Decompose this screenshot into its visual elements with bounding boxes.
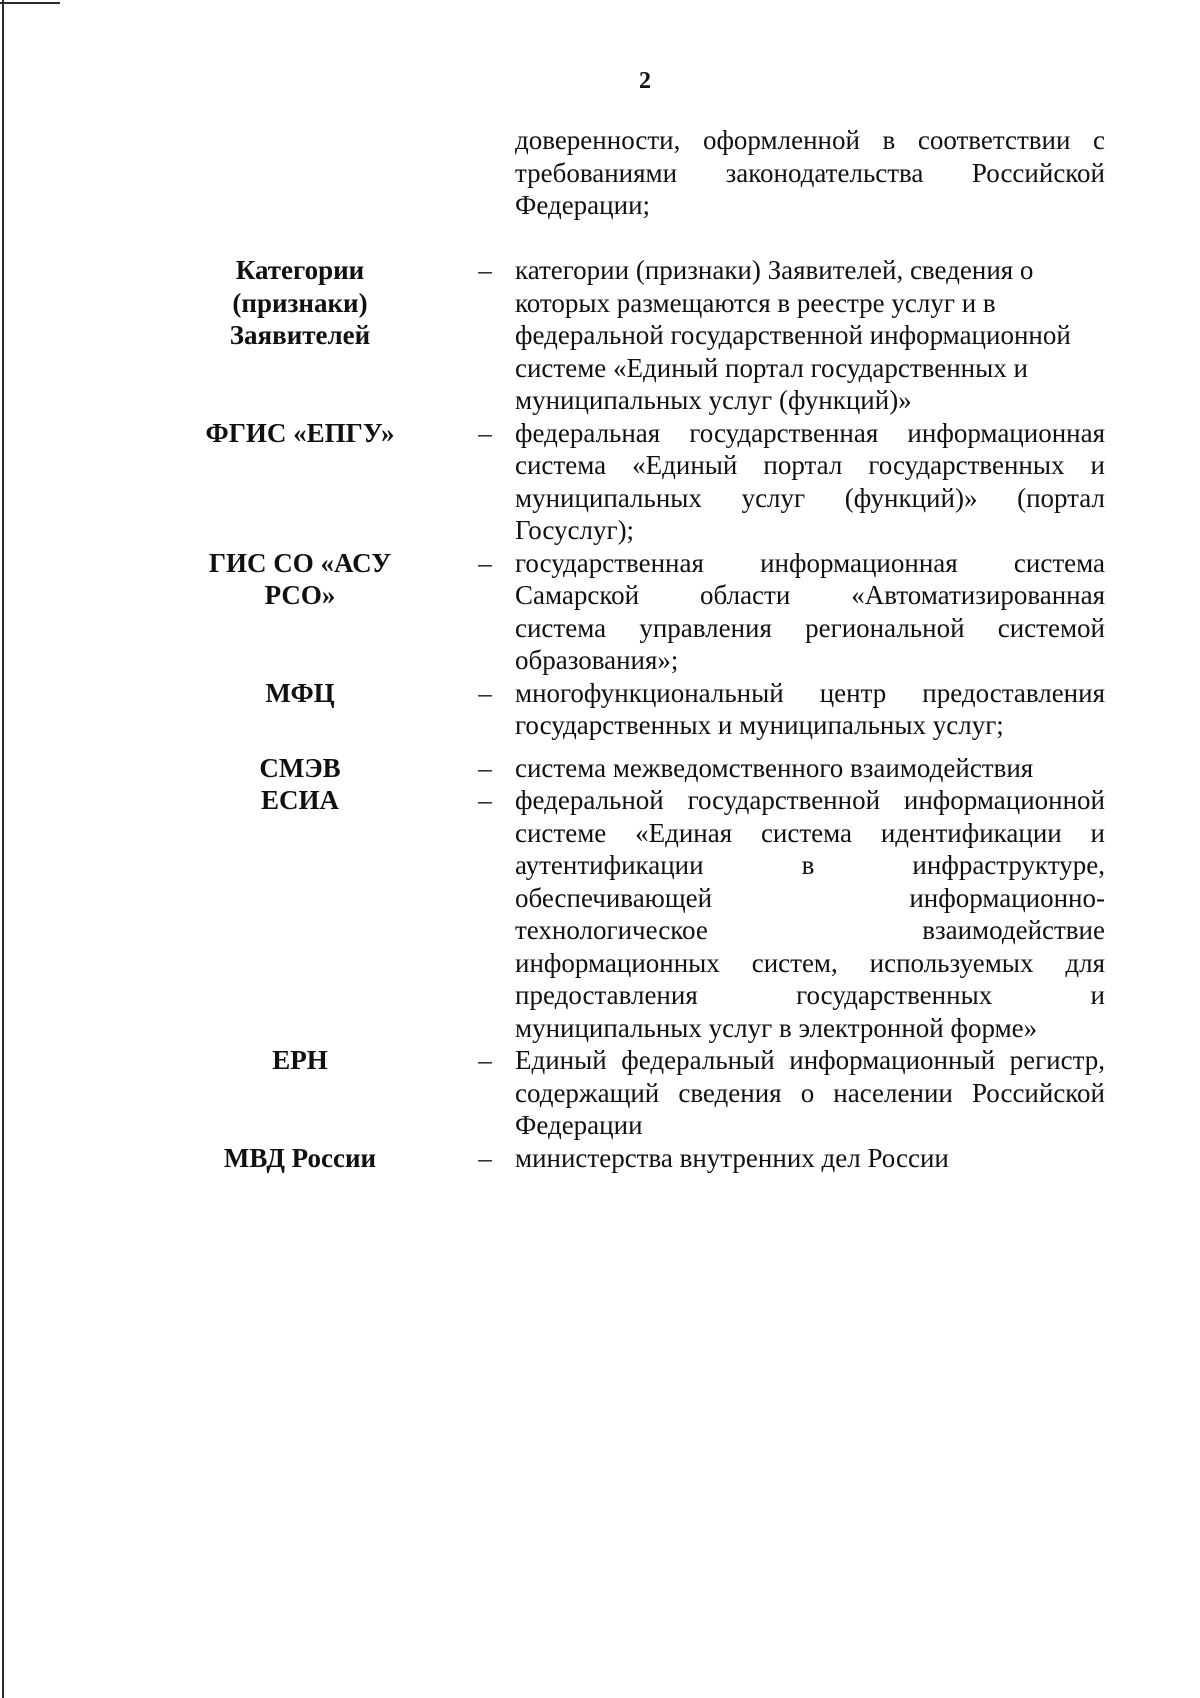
definition-line: система управления региональной системой — [515, 612, 1105, 643]
dash-separator: – — [478, 785, 492, 815]
dash-separator: – — [478, 677, 492, 708]
glossary-definition — [515, 254, 1105, 417]
glossary-term — [150, 1142, 450, 1175]
page-number: 2 — [639, 68, 651, 94]
definition-line: информационных систем, используемых для — [515, 947, 1105, 978]
glossary-list — [0, 254, 1200, 1174]
term-line: ЕРН — [272, 1045, 328, 1075]
glossary-definition — [515, 784, 1105, 1044]
definition-line: содержащий сведения о населении Российской — [515, 1077, 1105, 1108]
glossary-definition — [515, 752, 1105, 785]
definition-line: министерства внутренних дел России — [515, 1142, 949, 1173]
glossary-term — [150, 677, 450, 710]
definition-line: государственных и муниципальных услуг; — [515, 710, 1004, 740]
dash-separator: – — [478, 547, 492, 578]
definition-line: федеральной государственной информационной — [515, 320, 1071, 350]
definition-line: федеральная государственная информационная — [515, 417, 1105, 448]
glossary-entry — [0, 417, 1200, 547]
glossary-term — [150, 1044, 450, 1077]
glossary-definition — [515, 547, 1105, 677]
definition-line: образования»; — [515, 645, 679, 675]
glossary-term — [150, 417, 450, 450]
definition-line: Единый федеральный информационный регистр, — [515, 1045, 1105, 1075]
glossary-term — [150, 547, 450, 612]
glossary-definition — [515, 1142, 1105, 1175]
glossary-term — [150, 254, 450, 352]
glossary-entry — [0, 1044, 1200, 1142]
glossary-term — [150, 784, 450, 817]
definition-line: технологическое взаимодействие — [515, 915, 1105, 945]
entry-spacer — [0, 742, 1200, 752]
definition-line: Госуслуг); — [515, 515, 635, 545]
term-line: МВД России — [223, 1142, 377, 1173]
intro-line: Федерации; — [515, 190, 651, 220]
definition-line: муниципальных услуг (функций)» — [515, 385, 912, 415]
definition-line: муниципальных услуг в электронной форме» — [515, 1012, 1038, 1043]
term-line: СМЭВ — [259, 752, 341, 783]
term-line: ГИС СО «АСУ — [208, 547, 392, 578]
glossary-definition — [515, 417, 1105, 547]
term-line: ЕСИА — [260, 785, 339, 815]
dash-separator: – — [478, 752, 492, 783]
term-line: Заявителей — [229, 320, 371, 350]
definition-line: категории (признаки) Заявителей, сведения о — [515, 255, 1034, 285]
definition-line: которых размещаются в реестре услуг и в — [515, 287, 996, 318]
term-line: РСО» — [264, 580, 336, 610]
glossary-entry — [0, 784, 1200, 1044]
glossary-entry — [0, 752, 1200, 785]
term-line: ФГИС «ЕПГУ» — [205, 417, 395, 448]
definition-line: федеральной государственной информационной — [515, 785, 1105, 815]
page-corner-mark — [0, 2, 60, 4]
term-line: (признаки) — [232, 287, 368, 318]
definition-line: системе «Единый портал государственных и — [515, 352, 1028, 383]
term-line: МФЦ — [265, 677, 335, 708]
term-line: Категории — [235, 255, 365, 285]
intro-line: доверенности, оформленной в соответствии с — [515, 125, 1105, 155]
glossary-entry — [0, 254, 1200, 417]
glossary-entry — [0, 677, 1200, 742]
definition-line: аутентификации в инфраструктуре, — [515, 850, 1105, 880]
definition-line: система «Единый портал государственных и — [515, 450, 1105, 480]
definition-line: системе «Единая система идентификации и — [515, 817, 1105, 848]
glossary-definition — [515, 1044, 1105, 1142]
intro-paragraph — [515, 124, 1105, 222]
intro-line: требованиями законодательства Российской — [515, 157, 1105, 188]
glossary-entry — [0, 547, 1200, 677]
definition-line: муниципальных услуг (функций)» (портал — [515, 482, 1105, 513]
definition-line: государственная информационная система — [515, 547, 1105, 578]
definition-line: Самарской области «Автоматизированная — [515, 580, 1105, 610]
glossary-entry — [0, 1142, 1200, 1175]
dash-separator: – — [478, 1142, 492, 1173]
definition-line: обеспечивающей информационно- — [515, 882, 1105, 913]
dash-separator: – — [478, 417, 492, 448]
definition-line: предоставления государственных и — [515, 980, 1105, 1010]
glossary-definition — [515, 677, 1105, 742]
dash-separator: – — [478, 1045, 492, 1075]
dash-separator: – — [478, 255, 492, 285]
glossary-term — [150, 752, 450, 785]
definition-line: многофункциональный центр предоставления — [515, 677, 1105, 708]
definition-line: Федерации — [515, 1110, 643, 1140]
definition-line: система межведомственного взаимодействия — [515, 752, 1034, 783]
